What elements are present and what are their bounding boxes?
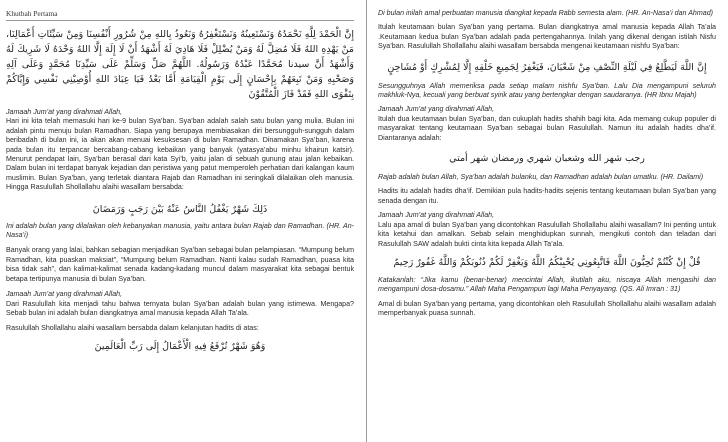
paragraph-4: Rasulullah Shollallahu alaihi wasallam bersabda dalam kelanjutan hadits di atas: — [6, 324, 259, 333]
arabic-hadith-2: وَهُوَ شَهْرٌ تُرْفَعُ فِيهِ الْأَعْمَالُ إِلَى رَبِّ الْعَالَمِينَ — [94, 340, 266, 352]
greeting-4: Jamaah Jum’at yang dirahmati Allah, — [378, 211, 495, 220]
left-column — [6, 0, 354, 442]
translation-5: Katakanlah: “Jika kamu (benar-benar) mencintai Allah, ikutilah aku, niscaya Allah mengasihi dan mengampuni dosa-dosamu.” Allah Maha Pengampun lagi Maha Penyayang. (QS. Ali Imran : 31) — [378, 275, 716, 294]
page-header: Khutbah Pertama — [6, 0, 354, 21]
column-divider — [366, 0, 367, 442]
paragraph-6: Itulah dua keutamaan bulan Sya’ban, dan cukuplah hadits shahih bagi kita. Ada memang cukup populer di masyarakat tentang keutamaan Sya’ban sebagai bulan Rasulullah. Namun itu adalah hadits dha’if. Diantaranya adalah: — [378, 114, 716, 142]
paragraph-3: Dari Rasulullah kita menjadi tahu bahwa ternyata bulan Sya’ban adalah bulan yang istimewa. Mengapa? Sebab bulan ini adalah bulan diangkatnya amal manusia kepada Allah Ta’ala. — [6, 299, 354, 317]
translation-3: Sesungguhnya Allah memeriksa pada setiap malam nishfu Sya’ban. Lalu Dia mengampuni seluruh makhluk-Nya, kecuali yang berbuat syirik atau yang bertengkar dengan saudaranya. (HR Ibnu Majah) — [378, 81, 716, 100]
paragraph-9: Amal di bulan Sya’ban yang pertama, yang dicontohkan oleh Rasulullah Shollallahu alaihi wasallam adalah memperbanyak puasa sunnah. — [378, 299, 716, 318]
right-column — [378, 0, 716, 442]
translation-1: Ini adalah bulan yang dilalaikan oleh kebanyakan manusia, yaitu antara bulan Rajab dan Ramadhan. (HR. An-Nasa’i) — [6, 221, 354, 240]
paragraph-7: Hadits itu adalah hadits dha’if. Demikian pula hadits-hadits sejenis tentang keutamaan bulan Sya’ban yang senada dengan itu. — [378, 187, 716, 205]
paragraph-1: Hari ini kita telah memasuki hari ke-9 bulan Sya’ban. Sya’ban adalah salah satu bulan yang mulia. Bulan ini adalah pintu menuju bulan Ramadhan. Siapa yang berupaya membiasakan diri bersungguh-sungguh dalam beribadah di bulan ini, ia akan akan menuai kesuksesan di bulan Ramadhan. Dinamakan Sya’ban, karena pada bulan itu terpancar bercabang-cabang kebaikan yang banyak (yatasya’abu minhu khairun katsir). Menurut pendapat lain, Sya’ban berasal dari kata Syi’b, yaitu jalan di sebuah gunung atau jalan kebaikan. Dalam bulan ini terdapat banyak kejadian dan peristiwa yang patut memperoleh perhatian dari kalangan kaum muslimin. Bulan Sya’ban, yang terletak diantara Rajab dan Ramadhan ini seringkali dilalaikan oleh manusia. Hingga Rasulullah Shollallahu alaihi wasallam bersabda: — [6, 117, 354, 192]
arabic-hadith-1: ذَلِكَ شَهْرٌ يَغْفُلُ النَّاسُ عَنْهُ بَيْنَ رَجَبٍ وَرَمَضَانَ — [92, 203, 268, 215]
translation-4: Rajab adalah bulan Allah, Sya’ban adalah bulanku, dan Ramadhan adalah bulan umatku. (HR. Dailami) — [378, 173, 704, 182]
translation-2: Di bulan inilah amal perbuatan manusia diangkat kepada Rabb semesta alam. (HR. An-Nasa’i dan Ahmad) — [378, 9, 714, 17]
greeting-2: Jamaah Jum’at yang dirahmati Allah, — [6, 290, 123, 299]
greeting-3: Jamaah Jum’at yang dirahmati Allah, — [378, 105, 495, 114]
paragraph-5: Itulah keutamaan bulan Sya’ban yang pertama. Bulan diangkatnya amal manusia kepada Allah Ta’ala .Keutamaan kedua bulan Sya’ban adalah pada pertengahannya. Inilah yang dikenal dengan istilah Nisfu Sya’ban. Rasulullah Shollallahu alaihi wasallam bersabda mengenai keutamaan nishfu Sya’ban: — [378, 23, 716, 51]
paragraph-8: Lalu apa amal di bulan Sya’ban yang dicontohkan Rasulullah Shollallahu alaihi wasallam? Ini penting untuk kita ketahui dan amalkan. Sebab selain menghidupkan sunnah, mengikuti contoh dan teladan dari Rasulullah SAW adalah bukti cinta kita kepada Allah Ta’ala. — [378, 220, 716, 248]
greeting-1: Jamaah Jum’at yang dirahmati Allah, — [6, 108, 123, 116]
paragraph-2: Banyak orang yang lalai, bahkan sebagian menjadikan Sya’ban sebagai bulan pelampiasan. “Mumpung belum Ramadhan, kita puaskan maksiat”, “Mumpung belum Ramadhan. Nanti kalau sudah Ramadhan, puasa kita bisa tidak sah”, dan kalimat-kalimat senada kadang-kadang muncul dalam masyarakat kita sebagai bentuk betapa tertipunya manusia di bulan Sya’ban. — [6, 246, 354, 283]
arabic-opening: إِنَّ الْحَمْدَ لِلَّهِ نَحْمَدُهُ وَنَسْتَعِينُهُ وَنَسْتَغْفِرُهُ وَنَعُوذُ بِاللهِ مِنْ شُرُورِ أَنْفُسِنَا وَمِنْ سَيِّئَاتِ أَعْمَالِنَا، مَنْ يَهْدِهِ اللهُ فَلَا مُضِلَّ لَهُ وَمَنْ يُضْلِلْ فَلَا هَادِيَ لَهُ أَشْهَدُ أَنْ لَا إِلَهَ إِلَّا اللهُ وَحْدَهُ لَا شَرِيكَ لَهُ وَأَشْهَدُ أَنَّ سيدنا مُحَمَّدًا عَبْدُهُ وَرَسُولُهُ. اللَّهُمَّ صَلِّ وَسَلِّمْ عَلَى سَيِّدِنَا مُحَمَّدٍ وَعَلَى آلِهِ وَصَحْبِهِ وَمَنْ تَبِعَهُمْ بِإِحْسَانٍ إِلَى يَوْمِ الْقِيَامَةِ أَمَّا بَعْدُ فَيَا عِبَادَ اللهِ أُوْصِيْنِي نَفْسِي وَإِيَّاكُمْ بِتَقْوَى اللهِ فَقَدْ فَازَ الْمُتَّقُوْنَ — [6, 29, 354, 100]
arabic-verse: قُلْ إِنْ كُنْتُمْ تُحِبُّونَ اللَّهَ فَاتَّبِعُونِي يُحْبِبْكُمُ اللَّهُ وَيَغْفِرْ لَكُمْ ذُنُوبَكُمْ وَاللَّهُ غَفُورٌ رَحِيمٌ — [393, 256, 701, 268]
arabic-hadith-3: إِنَّ اللَّهَ لَيَطَّلِعُ فِي لَيْلَةِ النِّصْفِ مِنْ شَعْبَانَ، فَيَغْفِرُ لِجَمِيعِ خَلْقِهِ إِلَّا لِمُشْرِكٍ أَوْ مُشَاحِنٍ — [387, 61, 707, 73]
arabic-hadith-4: رجب شهر الله وشعبان شهري ورمضان شهر أمتي — [449, 153, 645, 165]
